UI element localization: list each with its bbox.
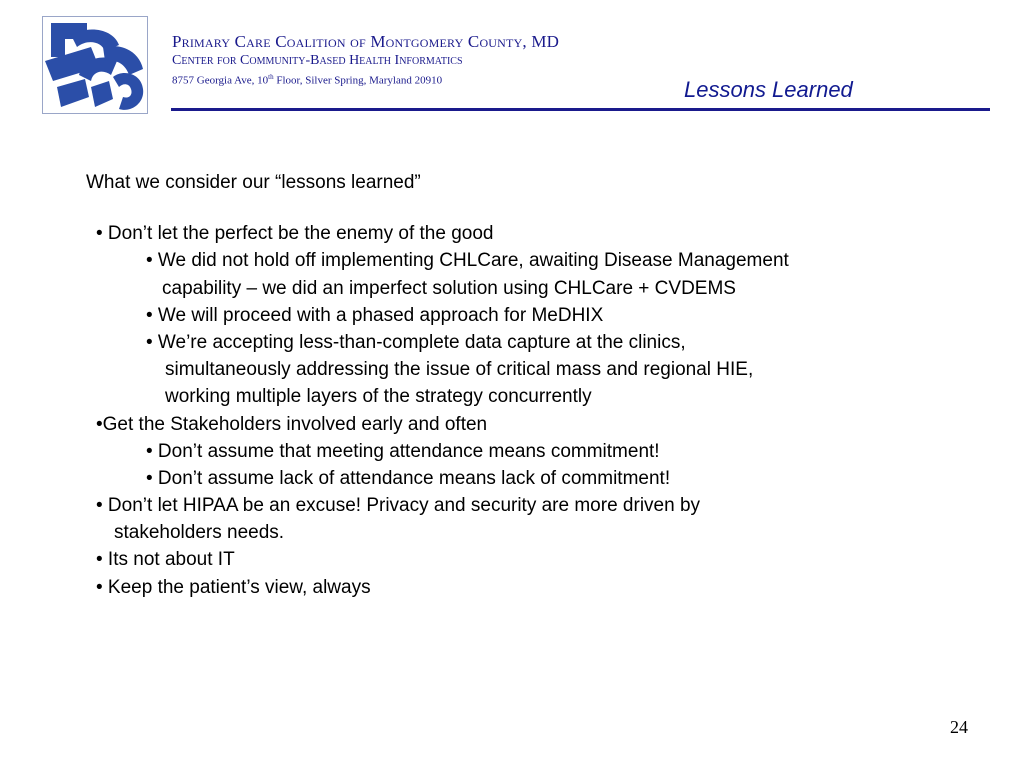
- slide-title: Lessons Learned: [684, 77, 853, 102]
- center-name: Center for Community-Based Health Informatics: [172, 53, 463, 68]
- sub-bullet-line: • We’re accepting less-than-complete data capture at the clinics,: [146, 331, 686, 353]
- intro-text: What we consider our “lessons learned”: [86, 172, 421, 193]
- header-divider: [171, 108, 990, 111]
- sub-bullet-line: • We did not hold off implementing CHLCare, awaiting Disease Management: [146, 250, 789, 272]
- address-superscript: th: [268, 73, 274, 81]
- sub-bullet-line: • Don’t assume lack of attendance means lack of commitment!: [146, 467, 671, 489]
- page-number: 24: [950, 717, 968, 737]
- organization-name: Primary Care Coalition of Montgomery County, MD: [172, 32, 560, 51]
- sub-bullet-continuation: capability – we did an imperfect solution using CHLCare + CVDEMS: [162, 277, 736, 299]
- sub-bullet-line: • Don’t assume that meeting attendance means commitment!: [146, 440, 660, 462]
- pcc-logo-icon: [43, 17, 147, 113]
- sub-bullet-continuation: working multiple layers of the strategy concurrently: [165, 386, 592, 408]
- sub-bullet-continuation: simultaneously addressing the issue of critical mass and regional HIE,: [165, 359, 754, 381]
- bullet-line: • Its not about IT: [96, 549, 235, 571]
- bullet-continuation: stakeholders needs.: [114, 522, 285, 544]
- bullet-line: • Keep the patient’s view, always: [96, 576, 371, 598]
- bullet-line: • Don’t let the perfect be the enemy of the good: [96, 223, 494, 245]
- address-part-1: 8757 Georgia Ave, 10: [172, 74, 269, 87]
- bullet-line: •Get the Stakeholders involved early and often: [96, 413, 488, 435]
- spacer: [86, 196, 986, 220]
- sub-bullet-line: • We will proceed with a phased approach for MeDHIX: [146, 304, 604, 326]
- address-part-2: Floor, Silver Spring, Maryland 20910: [273, 74, 443, 87]
- organization-logo: [42, 16, 148, 114]
- slide-body: [86, 169, 986, 601]
- bullet-line: • Don’t let HIPAA be an excuse! Privacy and security are more driven by: [96, 495, 701, 517]
- organization-header: [172, 32, 559, 88]
- organization-address: [172, 70, 559, 88]
